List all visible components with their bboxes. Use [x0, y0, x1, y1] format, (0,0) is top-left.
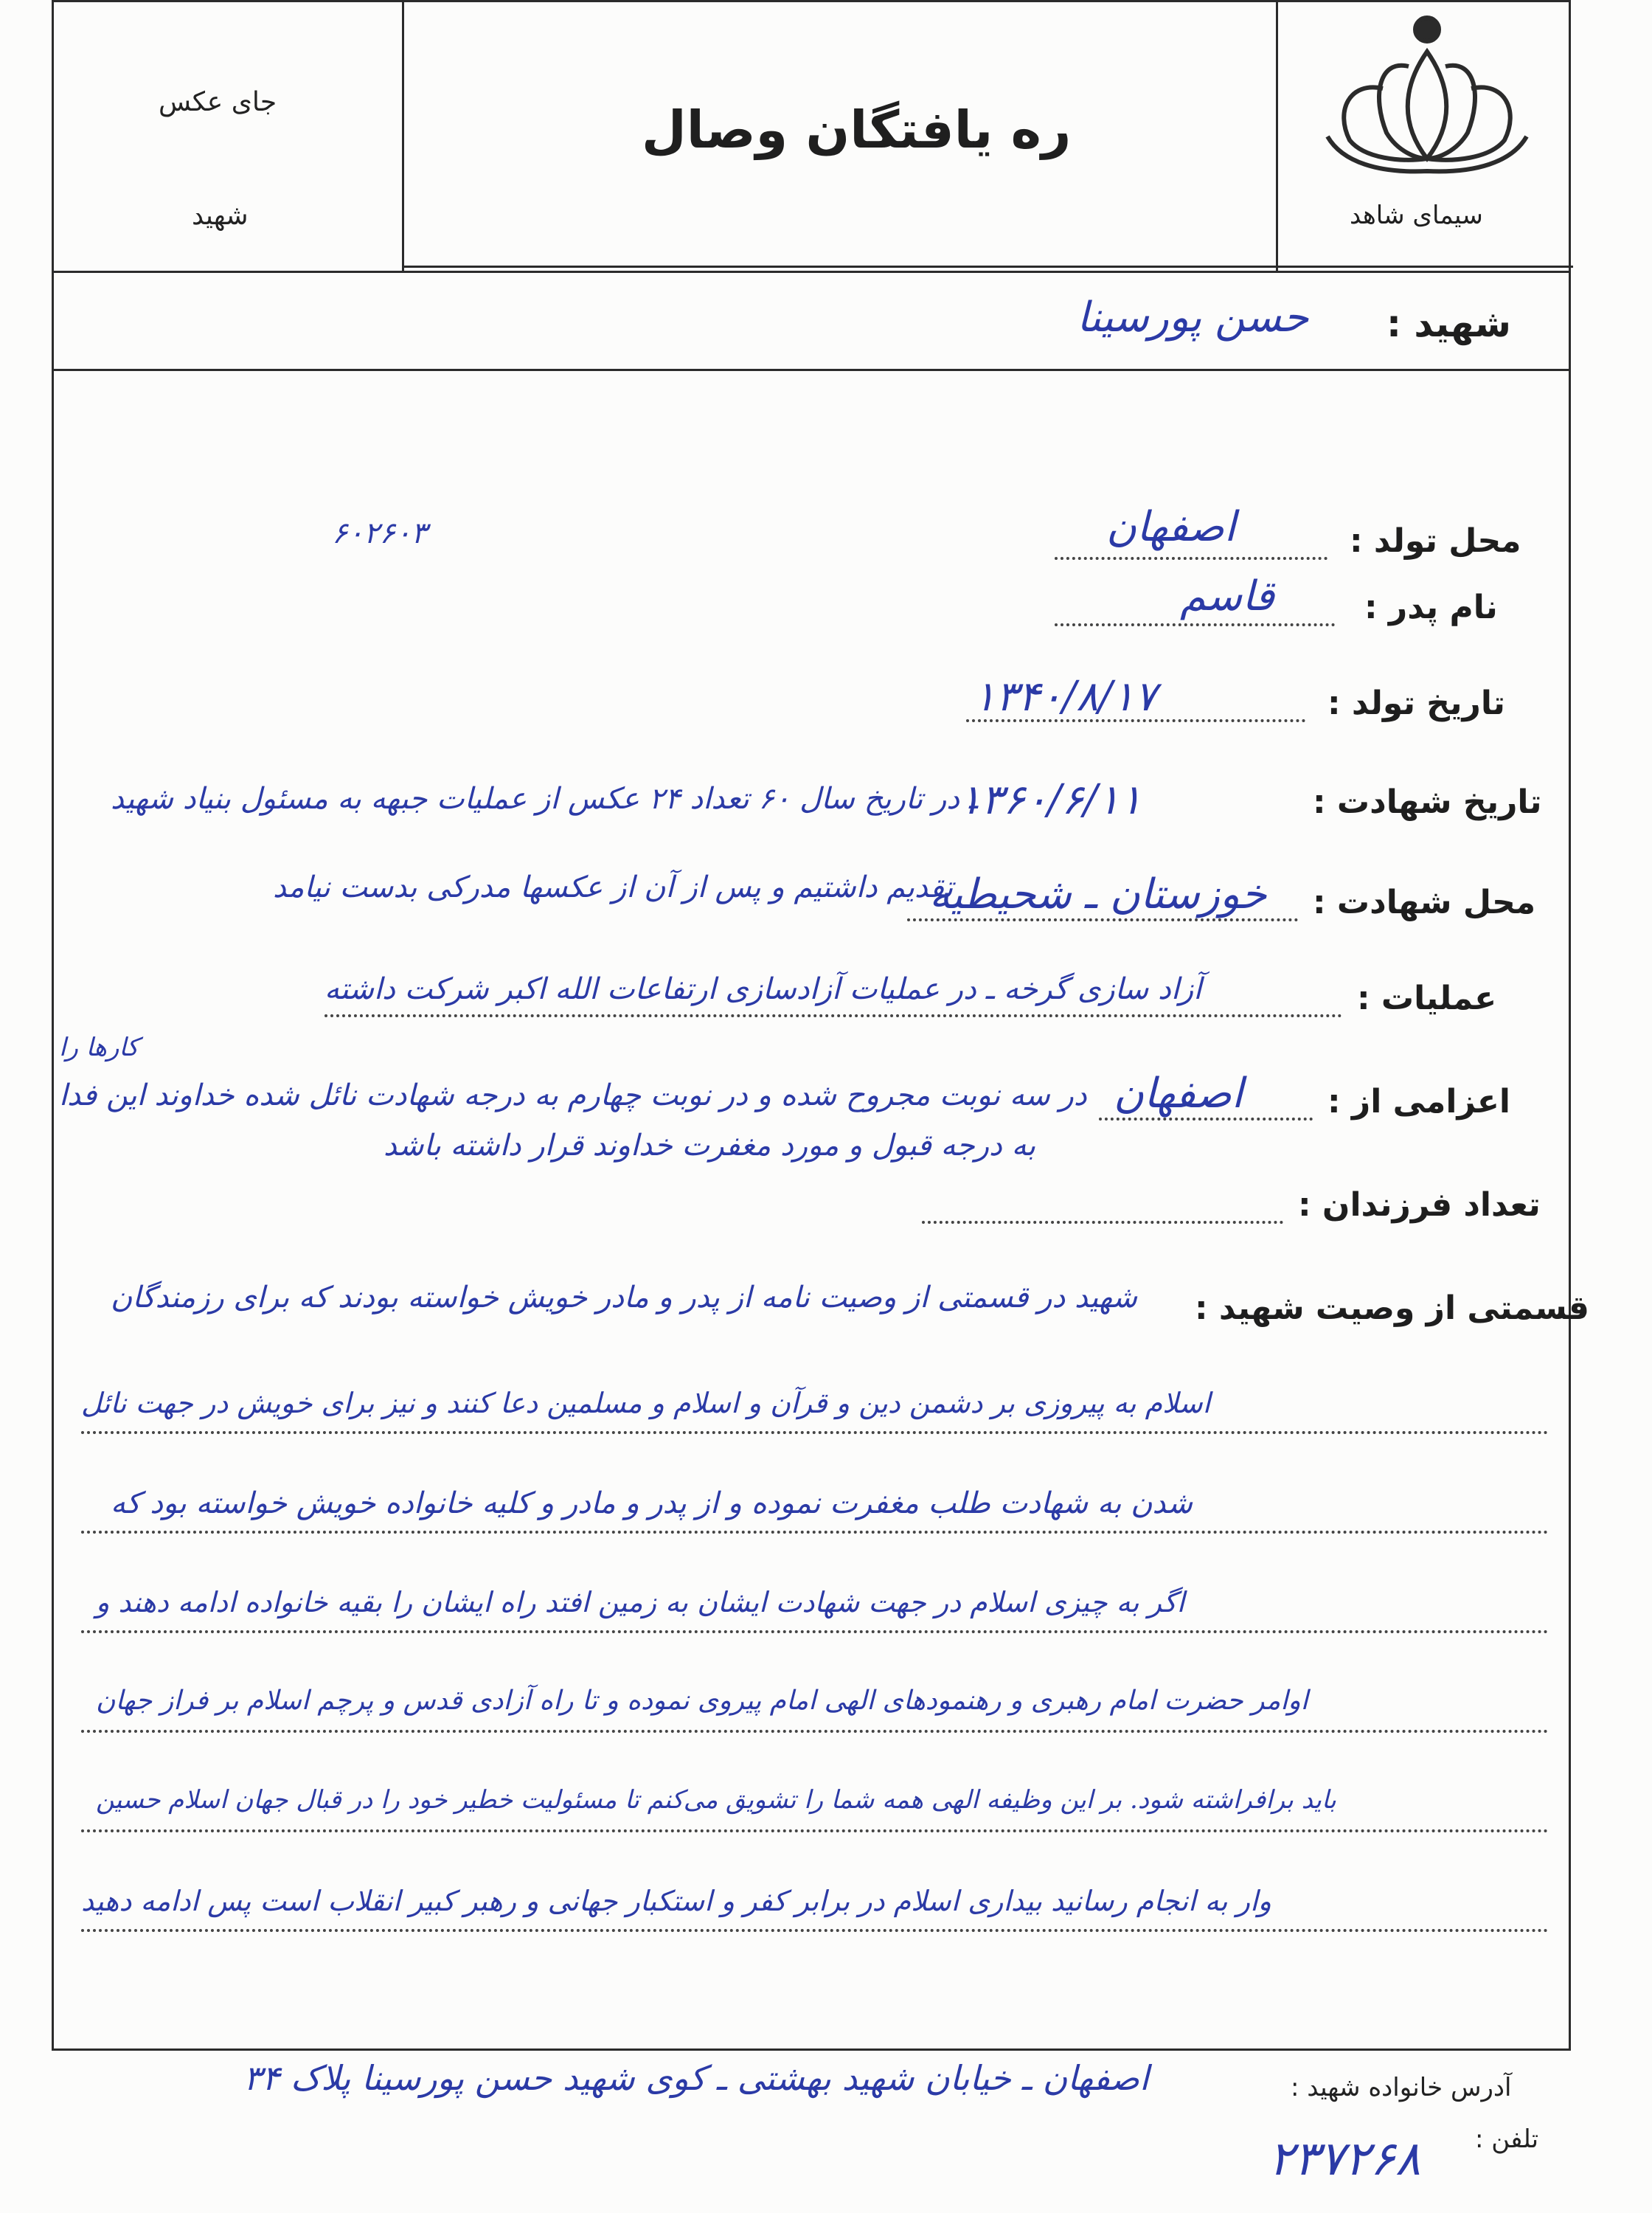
- will-line-1: شهید در قسمتی از وصیت نامه از پدر و مادر خویش خواسته بودند که برای رزمندگان: [111, 1281, 1138, 1315]
- photo-place-line2: شهید: [192, 201, 249, 231]
- children-count-label: تعداد فرزندان :: [1298, 1186, 1541, 1224]
- document-title: ره یافتگان وصال: [642, 100, 1072, 160]
- note-line-1: ـ در تاریخ سال ۶۰ تعداد ۲۴ عکس از عملیات جبهه به مسئول بنیاد شهید: [111, 782, 978, 816]
- will-rule-4: [81, 1630, 1549, 1633]
- martyrdom-date-value: ۱۳۶۰/۶/۱۱: [959, 776, 1142, 824]
- will-line-7: وار به انجام رسانید بیداری اسلام در برابر کفر و استکبار جهانی و رهبر کبیر انقلاب است پس ادامه دهید: [81, 1885, 1271, 1917]
- address-value: اصفهان ـ خیابان شهید بهشتی ـ کوی شهید حسن پورسینا پلاک ۳۴: [243, 2058, 1149, 2098]
- will-line-2: اسلام به پیروزی بر دشمن دین و قرآن و اسلام و مسلمین دعا کنند و نیز برای خویش در جهت نائل: [81, 1387, 1211, 1419]
- note-line-5: کارها را: [59, 1033, 139, 1062]
- martyrdom-place-label: محل شهادت :: [1313, 884, 1536, 921]
- children-count-dots: [922, 1221, 1283, 1224]
- will-line-5: اوامر حضرت امام رهبری و رهنمودهای الهی امام پیروی نموده و تا راه آزادی قدس و پرچم اسلام بر فراز جهان: [96, 1686, 1308, 1716]
- will-line-3: شدن به شهادت طلب مغفرت نموده و از پدر و مادر و کلیه خانواده خویش خواسته بود که: [111, 1486, 1193, 1520]
- note-line-4: به درجه قبول و مورد مغفرت خداوند قرار داشته باشد: [384, 1129, 1036, 1163]
- martyrdom-place-dots: [907, 918, 1298, 921]
- martyrdom-place-value: خوزستان ـ شحیطیه: [929, 870, 1267, 918]
- martyr-label: شهید :: [1386, 302, 1511, 345]
- lotus-logo-icon: [1320, 7, 1534, 184]
- dispatched-from-label: اعزامی از :: [1328, 1083, 1510, 1121]
- birth-place-dots: [1055, 557, 1328, 560]
- father-name-value: قاسم: [1180, 572, 1275, 620]
- operations-value: آزاد سازی گرخه ـ در عملیات آزادسازی ارتفاعات الله اکبر شرکت داشته: [324, 972, 1202, 1006]
- birth-date-label: تاریخ تولد :: [1328, 685, 1505, 722]
- martyrdom-date-label: تاریخ شهادت :: [1313, 783, 1542, 821]
- birth-place-label: محل تولد :: [1350, 522, 1521, 560]
- note-line-3: در سه نوبت مجروح شده و در نوبت چهارم به درجه شهادت نائل شده خداوند این فدا: [59, 1078, 1087, 1112]
- will-label: قسمتی از وصیت شهید :: [1195, 1289, 1589, 1327]
- phone-value: ۲۳۷۲۶۸: [1268, 2132, 1421, 2186]
- will-rule-2: [81, 1431, 1549, 1434]
- will-rule-5: [81, 1730, 1549, 1733]
- will-rule-7: [81, 1929, 1549, 1932]
- will-rule-3: [81, 1531, 1549, 1534]
- birth-date-value: ۱۳۴۰/۸/۱۷: [974, 673, 1157, 721]
- header-divider-left: [402, 0, 404, 273]
- operations-label: عملیات :: [1357, 980, 1497, 1017]
- father-name-dots: [1055, 623, 1335, 626]
- note-line-2: تقدیم داشتیم و پس از آن از عکسها مدرکی بدست نیامد: [273, 870, 954, 904]
- dispatched-from-dots: [1099, 1118, 1313, 1121]
- operations-dots: [324, 1014, 1342, 1017]
- will-line-4: اگر به چیزی اسلام در جهت شهادت ایشان به زمین افتد راه ایشان را بقیه خانواده ادامه دهند و: [96, 1586, 1185, 1618]
- will-line-6: باید برافراشته شود. بر این وظیفه الهی همه شما را تشویق می‌کنم تا مسئولیت خطیر خود را در قبال جهان اسلام حسین: [96, 1785, 1336, 1815]
- photo-place-line1: جای عکس: [159, 87, 277, 117]
- birth-place-value: اصفهان: [1106, 503, 1236, 551]
- logo-caption: سیمای شاهد: [1350, 201, 1483, 230]
- header-divider-right: [1276, 0, 1278, 273]
- address-label: آدرس خانواده شهید :: [1291, 2073, 1512, 2102]
- martyr-name: حسن پورسینا: [1077, 294, 1309, 342]
- dispatched-from-value: اصفهان: [1114, 1070, 1243, 1118]
- phone-label: تلفن :: [1475, 2124, 1539, 2154]
- will-rule-6: [81, 1829, 1549, 1832]
- father-name-label: نام پدر :: [1364, 589, 1498, 626]
- name-row-divider: [52, 369, 1571, 371]
- margin-number: ۶۰۲۶۰۳: [332, 516, 427, 550]
